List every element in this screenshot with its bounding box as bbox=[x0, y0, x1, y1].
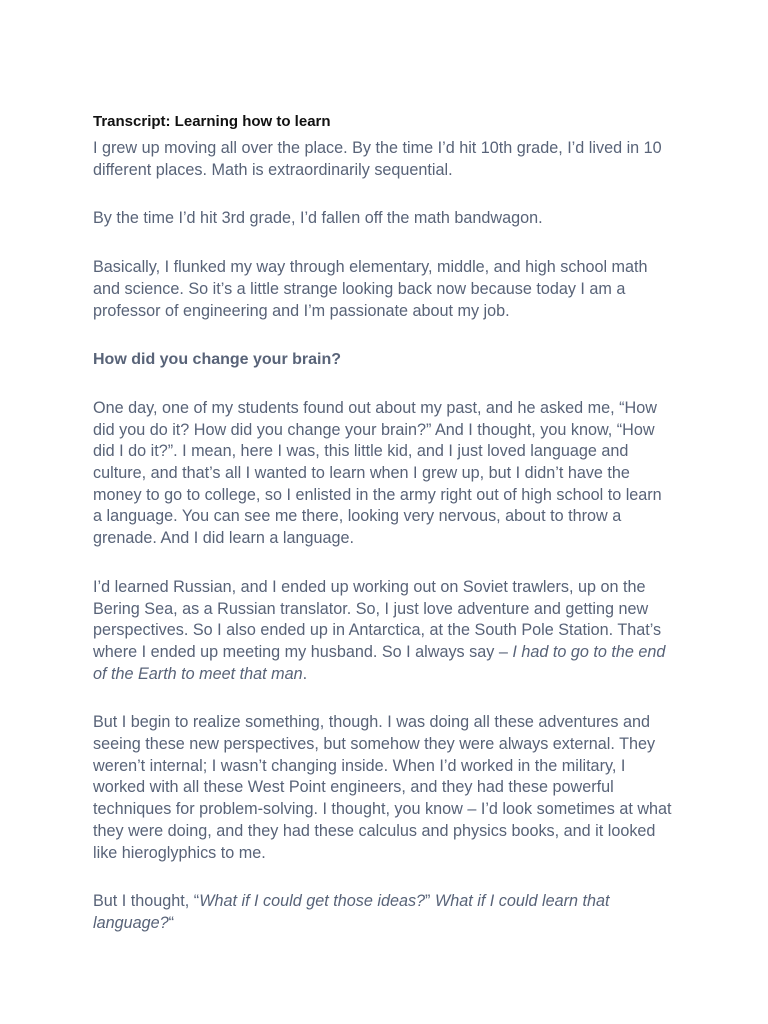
section-heading: How did you change your brain? bbox=[93, 351, 342, 369]
paragraph-5-end: . bbox=[302, 664, 308, 683]
paragraph-3: Basically, I flunked my way through elementary, middle, and high school math and science. So it’s a little strange looking back now because today I am a professor of engineering and I’m passionate about my job. bbox=[93, 258, 648, 320]
document-page bbox=[93, 112, 673, 962]
paragraph-5-text: I’d learned Russian, and I ended up working out on Soviet trawlers, up on the Bering Sea, as a Russian translator. So, I just love adventure and getting new perspectives. So I also ended up in Antarctica, at the South Pole Station. That’s where I ended up meeting my husband. So I always say – bbox=[93, 577, 662, 661]
paragraph-5 bbox=[93, 577, 673, 686]
paragraph-7-italic-2: What if I could learn that language? bbox=[93, 892, 610, 932]
paragraph-1: I grew up moving all over the place. By the time I’d hit 10th grade, I’d lived in 10 different places. Math is extraordinarily sequential. bbox=[93, 139, 662, 179]
document-title: Transcript: Learning how to learn bbox=[93, 113, 331, 130]
paragraph-5-italic: I had to go to the end of the Earth to meet that man bbox=[93, 642, 666, 683]
paragraph-7 bbox=[93, 891, 673, 934]
paragraph-2: By the time I’d hit 3rd grade, I’d fallen off the math bandwagon. bbox=[93, 209, 543, 228]
paragraph-7-text-a: But I thought, “ bbox=[93, 892, 200, 911]
paragraph-7-text-c: “ bbox=[168, 913, 175, 932]
paragraph-6: But I begin to realize something, though. I was doing all these adventures and seeing these new perspectives, but somehow they were always external. They weren’t internal; I wasn’t changing inside. When I’d worked in the military, I worked with all these West Point engineers, and they had these powerful techniques for problem-solving. I thought, you know – I’d look sometimes at what they were doing, and they had these calculus and physics books, and it looked like hieroglyphics to me. bbox=[93, 713, 672, 862]
paragraph-4: One day, one of my students found out about my past, and he asked me, “How did you do it? How did you change your brain?” And I thought, you know, “How did I do it?”. I mean, here I was, this little kid, and I just loved language and culture, and that’s all I wanted to learn when I grew up, but I didn’t have the money to go to college, so I enlisted in the army right out of high school to learn a language. You can see me there, looking very nervous, about to throw a grenade. And I did learn a language. bbox=[93, 398, 662, 548]
paragraph-7-italic-1: What if I could get those ideas? bbox=[199, 892, 426, 911]
paragraph-7-text-b: ” bbox=[425, 892, 435, 911]
